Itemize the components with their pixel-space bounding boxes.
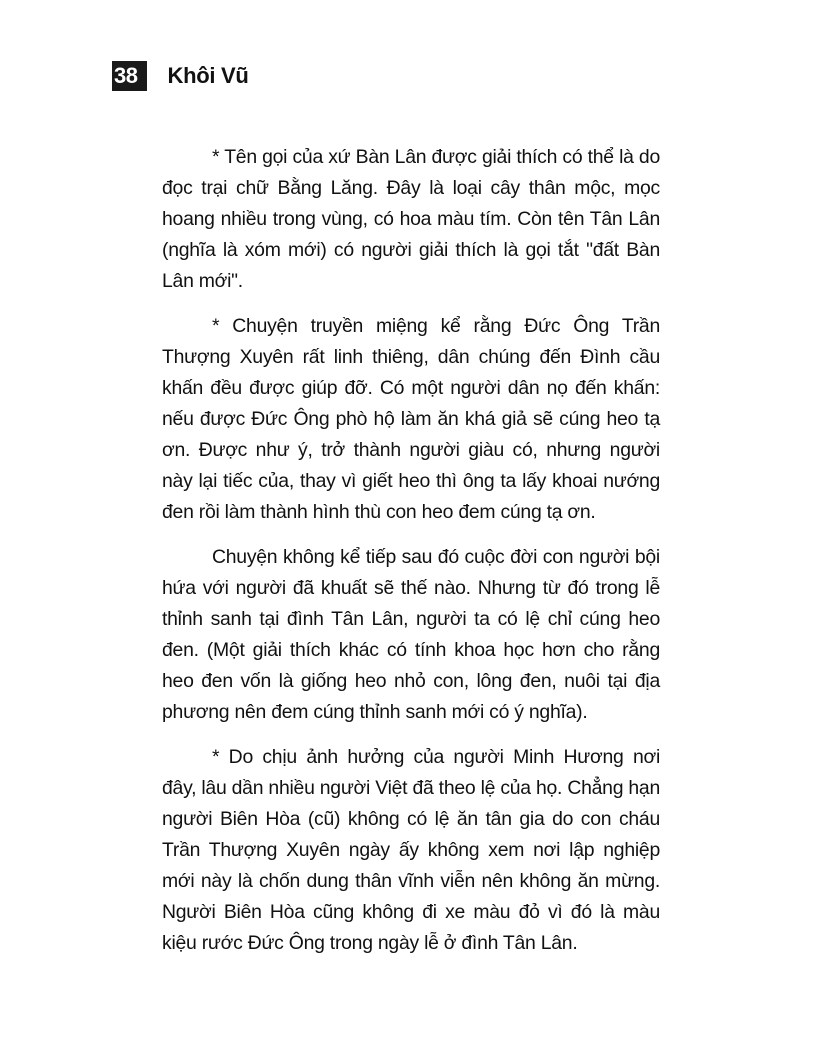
paragraph-ban-lan-name: * Tên gọi của xứ Bàn Lân được giải thích có thể là do đọc trại chữ Bằng Lăng. Đây là loại cây thân mộc, mọc hoang nhiều trong vùng, có hoa màu tím. Còn tên Tân Lân (nghĩa là xóm mới) có người giải thích là gọi tắt "đất Bàn Lân mới".	[162, 146, 660, 292]
page-number: 38	[112, 61, 147, 91]
paragraph-minh-huong-influence: * Do chịu ảnh hưởng của người Minh Hương nơi đây, lâu dần nhiều người Việt đã theo lệ của họ. Chẳng hạn người Biên Hòa (cũ) không có lệ ăn tân gia do con cháu Trần Thượng Xuyên ngày ấy không xem nơi lập nghiệp mới này là chốn dung thân vĩnh viễn nên không ăn mừng. Người Biên Hòa cũng không đi xe màu đỏ vì đó là màu kiệu rước Đức Ông trong ngày lễ ở đình Tân Lân.	[162, 746, 660, 954]
running-title: Khôi Vũ	[167, 63, 249, 88]
page-header	[112, 58, 249, 94]
paragraph-black-pig-custom: Chuyện không kể tiếp sau đó cuộc đời con người bội hứa với người đã khuất sẽ thế nào. Nhưng từ đó trong lễ thỉnh sanh tại đình Tân Lân, người ta có lệ chỉ cúng heo đen. (Một giải thích khác có tính khoa học hơn cho rằng heo đen vốn là giống heo nhỏ con, lông đen, nuôi tại địa phương nên đem cúng thỉnh sanh mới có ý nghĩa).	[162, 546, 660, 723]
paragraph-legend-offering: * Chuyện truyền miệng kể rằng Đức Ông Trần Thượng Xuyên rất linh thiêng, dân chúng đến Đình cầu khấn đều được giúp đỡ. Có một người dân nọ đến khấn: nếu được Đức Ông phò hộ làm ăn khá giả sẽ cúng heo tạ ơn. Được như ý, trở thành người giàu có, nhưng người này lại tiếc của, thay vì giết heo thì ông ta lấy khoai nướng đen rồi làm thành hình thù con heo đem cúng tạ ơn.	[162, 315, 660, 523]
body-text	[162, 142, 660, 973]
